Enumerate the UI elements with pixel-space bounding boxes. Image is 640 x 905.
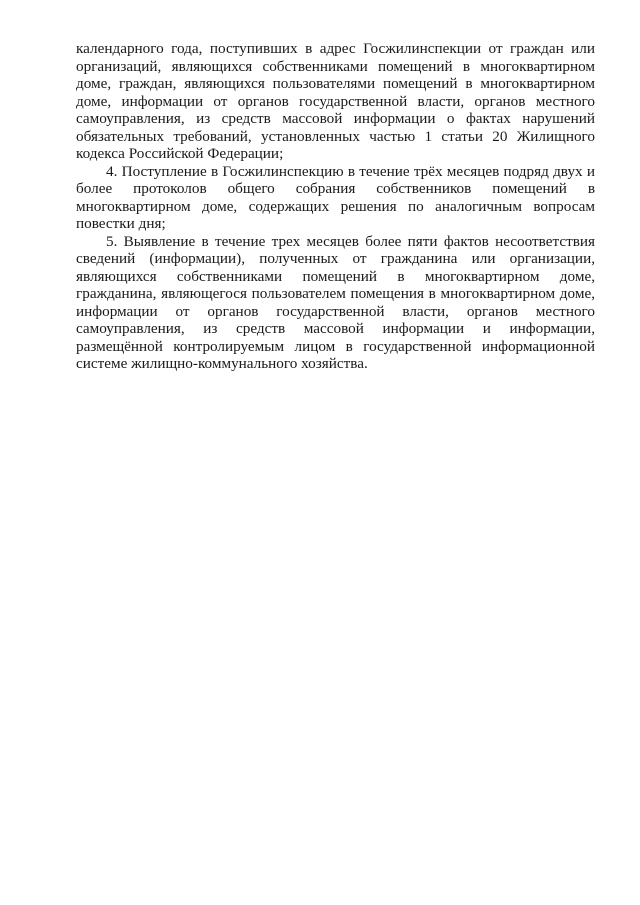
paragraph-continuation: календарного года, поступивших в адрес Госжилинспекции от граждан или организаций, являющихся собственниками помещений в многоквартирном доме, граждан, являющихся пользователями помещений в многоквартирном доме, информации от органов государственной власти, органов местного самоуправления, из средств массовой информации о фактах нарушений обязательных требований, установленных частью 1 статьи 20 Жилищного кодекса Российской Федерации; bbox=[76, 40, 595, 162]
paragraph-item-4: 4. Поступление в Госжилинспекцию в течение трёх месяцев подряд двух и более протоколов общего собрания собственников помещений в многоквартирном доме, содержащих решения по аналогичным вопросам повестки дня; bbox=[76, 162, 595, 232]
paragraph-item-5: 5. Выявление в течение трех месяцев более пяти фактов несоответствия сведений (информации), полученных от гражданина или организации, являющихся собственниками помещений в многоквартирном доме, гражданина, являющегося пользователем помещения в многоквартирном доме, информации от органов государственной власти, органов местного самоуправления, из средств массовой информации и информации, размещённой контролируемым лицом в государственной информационной системе жилищно-коммунального хозяйства. bbox=[76, 232, 595, 372]
document-body bbox=[76, 40, 595, 373]
